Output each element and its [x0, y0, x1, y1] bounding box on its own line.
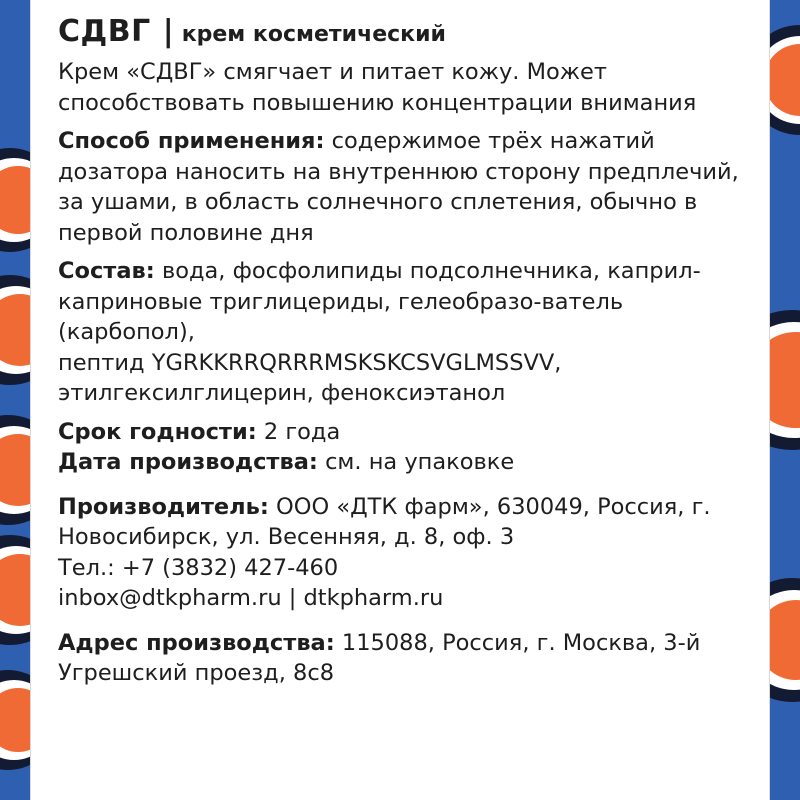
composition-line-2: пептид YGRKKRRQRRRMSKSKCSVGLMSSVV,	[58, 349, 562, 376]
production-address-label: Адрес производства:	[58, 629, 335, 656]
manufacturer-contacts: inbox@dtkpharm.ru | dtkpharm.ru	[58, 585, 444, 611]
production-date-section	[58, 447, 749, 478]
manufacturer-label: Производитель:	[58, 493, 269, 520]
manufacturer-text: ООО «ДТК фарм», 630049, Россия, г. Новосибирск, ул. Весенняя, д. 8, оф. 3	[58, 493, 711, 550]
shelf-life-section	[58, 417, 749, 448]
product-info-card	[30, 0, 770, 800]
composition-line-1: вода, фосфолипиды подсолнечника, каприл-каприновые триглицериды, гелеобразо-ватель (карбопол),	[58, 258, 701, 345]
production-address-text: 115088, Россия, г. Москва, 3-й Угрешский проезд, 8с8	[58, 629, 701, 686]
manufacturer-phone: Тел.: +7 (3832) 427-460	[58, 554, 339, 581]
composition-label: Состав:	[58, 258, 155, 284]
usage-text: содержимое трёх нажатий дозатора наносить на внутреннюю сторону предплечий, за ушами, в область солнечного сплетения, обычно в первой половине дня	[58, 128, 739, 246]
production-date-label: Дата производства:	[58, 449, 318, 475]
header	[58, 14, 749, 49]
shelf-life-label: Срок годности:	[58, 418, 257, 445]
usage-label: Способ применения:	[58, 128, 325, 154]
title-separator: |	[162, 14, 174, 49]
composition-section	[58, 256, 749, 409]
shelf-life-text: 2 года	[263, 418, 341, 445]
product-title: СДВГ	[58, 14, 151, 49]
production-address-section	[58, 628, 749, 689]
composition-line-3: этилгексилглицерин, феноксиэтанол	[58, 380, 506, 406]
usage-section	[58, 126, 749, 248]
product-subtitle: крем косметический	[181, 22, 446, 47]
description: Крем «СДВГ» смягчает и питает кожу. Может способствовать повышению концентрации внимания	[58, 59, 697, 116]
production-date-text: см. на упаковке	[325, 449, 515, 475]
manufacturer-section	[58, 492, 749, 614]
